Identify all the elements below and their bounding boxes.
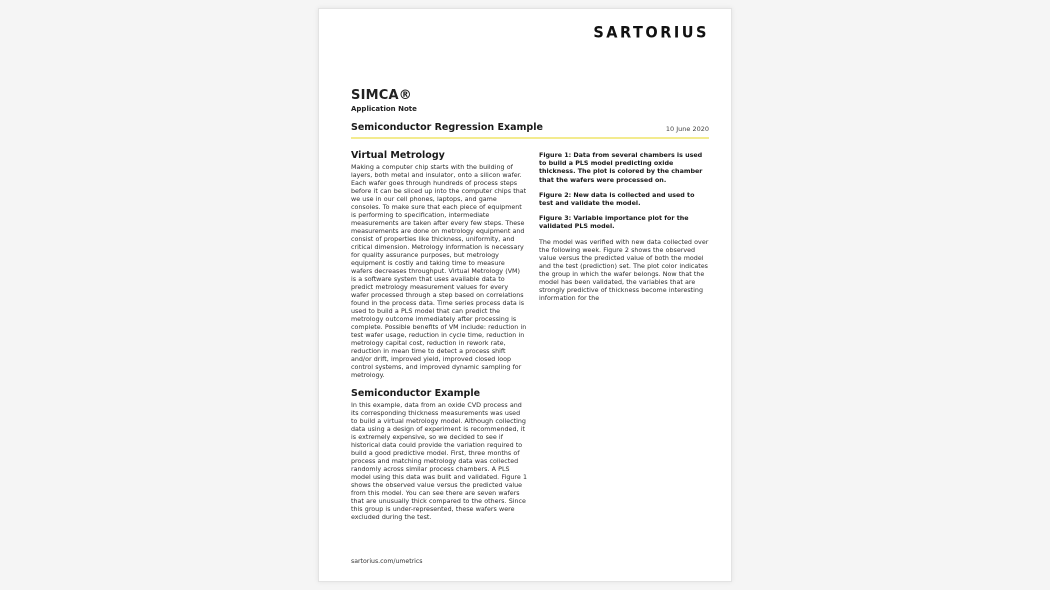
header [351, 25, 709, 41]
paragraph-model-verification: The model was verified with new data collected over the following week. Figure 2 shows the observed value versus the predicted value of both the model and the test (prediction) set. The plot color indicates the group in which the wafer belongs. Now that the model has been validated, the variables that are strongly predictive of thickness become interesting information for the [539, 238, 709, 302]
footer-link[interactable]: sartorius.com/umetrics [351, 558, 423, 565]
paragraph-virtual-metrology: Making a computer chip starts with the building of layers, both metal and insulator, onto a silicon wafer. Each wafer goes through hundreds of process steps before it can be sliced up into the computer chips that we use in our cell phones, laptops, and game consoles. To make sure that each piece of equipment is performing to specification, intermediate measurements are taken after every few steps. These measurements are done on metrology equipment and consist of properties like thickness, uniformity, and critical dimension. Metrology information is necessary for quality assurance purposes, but metrology equipment is costly and taking time to measure wafers decreases throughput. Virtual Metrology (VM) is a software system that uses available data to predict metrology measurement values for every wafer processed through a step based on correlations found in the process data. Time series process data is used to build a PLS model that can predict the metrology outcome immediately after processing is complete. Possible benefits of VM include: reduction in test wafer usage, reduction in cycle time, reduction in metrology capital cost, reduction in rework rate, reduction in mean time to detect a process shift and/or drift, improved yield, improved closed loop control systems, and improved dynamic sampling for metrology. [351, 164, 527, 379]
document-page [318, 8, 732, 582]
section-heading-semiconductor-example: Semiconductor Example [351, 388, 481, 399]
two-column-layout [351, 150, 709, 522]
doc-date: 10 June 2020 [665, 125, 709, 133]
right-column [539, 150, 709, 522]
figure-1-caption: Figure 1: Data from several chambers is used to build a PLS model predicting oxide thickness. The plot is colored by the chamber that the wafers were processed on. [539, 152, 703, 184]
paragraph-semiconductor-example: In this example, data from an oxide CVD process and its corresponding thickness measurements was used to build a virtual metrology model. Although collecting data using a design of experiment is recommended, it is extremely expensive, so we decided to see if historical data could provide the variation required to build a good predictive model. First, three months of process and matching metrology data was collected randomly across similar process chambers. A PLS model using this data was built and validated. Figure 1 shows the observed value versus the predicted value from this model. You can see there are seven wafers that are unusually thick compared to the others. Since this group is under-represented, these wafers were excluded during the test. [351, 402, 527, 521]
title-row [351, 122, 709, 139]
figure-2-caption: Figure 2: New data is collected and used to test and validate the model. [539, 191, 695, 208]
doc-type-label: Application Note [351, 105, 417, 113]
page-title: Semiconductor Regression Example [351, 122, 543, 133]
sartorius-logo: SARTORIUS [593, 24, 709, 42]
figure-3-caption: Figure 3: Variable importance plot for the validated PLS model. [539, 215, 689, 231]
left-column [351, 150, 527, 522]
section-heading-virtual-metrology: Virtual Metrology [351, 150, 445, 161]
product-name: SIMCA® [351, 88, 412, 103]
page-content [351, 9, 709, 522]
